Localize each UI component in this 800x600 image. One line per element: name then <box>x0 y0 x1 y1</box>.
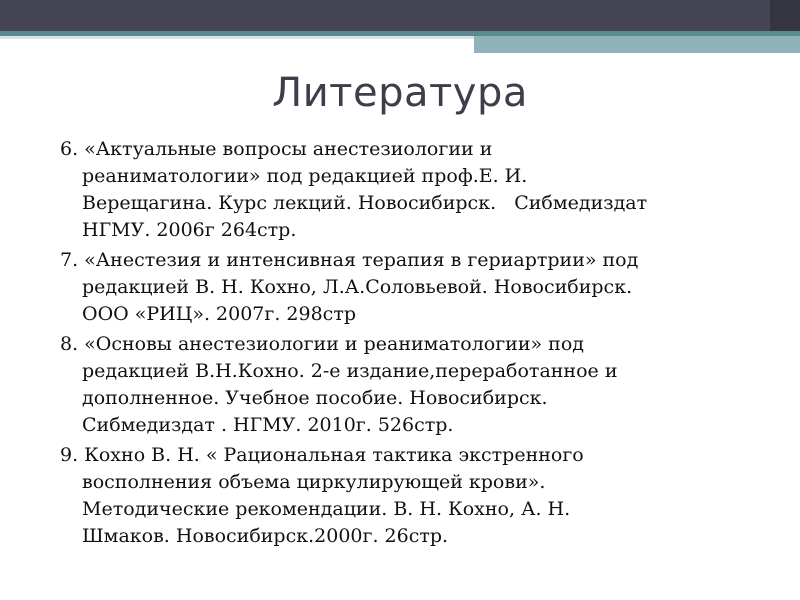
reference-line: дополненное. Учебное пособие. Новосибирск. <box>82 387 548 409</box>
reference-line: реаниматологии» под редакцией проф.Е. И. <box>82 165 528 187</box>
top-corner-decor <box>770 0 800 31</box>
reference-line: НГМУ. 2006г 264стр. <box>82 219 297 241</box>
reference-line: 9. Кохно В. Н. « Рациональная тактика экстренного <box>60 444 584 466</box>
reference-line: редакцией В. Н. Кохно, Л.А.Соловьевой. Новосибирск. <box>82 276 633 298</box>
reference-line: Шмаков. Новосибирск.2000г. 26стр. <box>82 525 449 547</box>
reference-line: Сибмедиздат . НГМУ. 2010г. 526стр. <box>82 414 454 436</box>
reference-line: Верещагина. Курс лекций. Новосибирск. Сибмедиздат <box>82 192 648 214</box>
reference-line: редакцией В.Н.Кохно. 2-е издание,переработанное и <box>82 360 618 382</box>
reference-list <box>60 136 760 553</box>
reference-item-6 <box>60 136 760 244</box>
reference-line: ООО «РИЦ». 2007г. 298стр <box>82 303 356 325</box>
top-decor-bar <box>0 0 800 31</box>
reference-item-7 <box>60 247 760 328</box>
reference-item-9 <box>60 442 760 550</box>
reference-line: 7. «Анестезия и интенсивная терапия в гериартрии» под <box>60 249 639 271</box>
slide-title: Литература <box>272 70 528 116</box>
reference-line: Методические рекомендации. В. Н. Кохно, А. Н. <box>82 498 571 520</box>
top-right-accent-block <box>474 36 800 53</box>
reference-line: 6. «Актуальные вопросы анестезиологии и <box>60 138 493 160</box>
reference-item-8 <box>60 331 760 439</box>
reference-line: 8. «Основы анестезиологии и реаниматологии» под <box>60 333 584 355</box>
reference-line: восполнения объема циркулирующей крови». <box>82 471 546 493</box>
